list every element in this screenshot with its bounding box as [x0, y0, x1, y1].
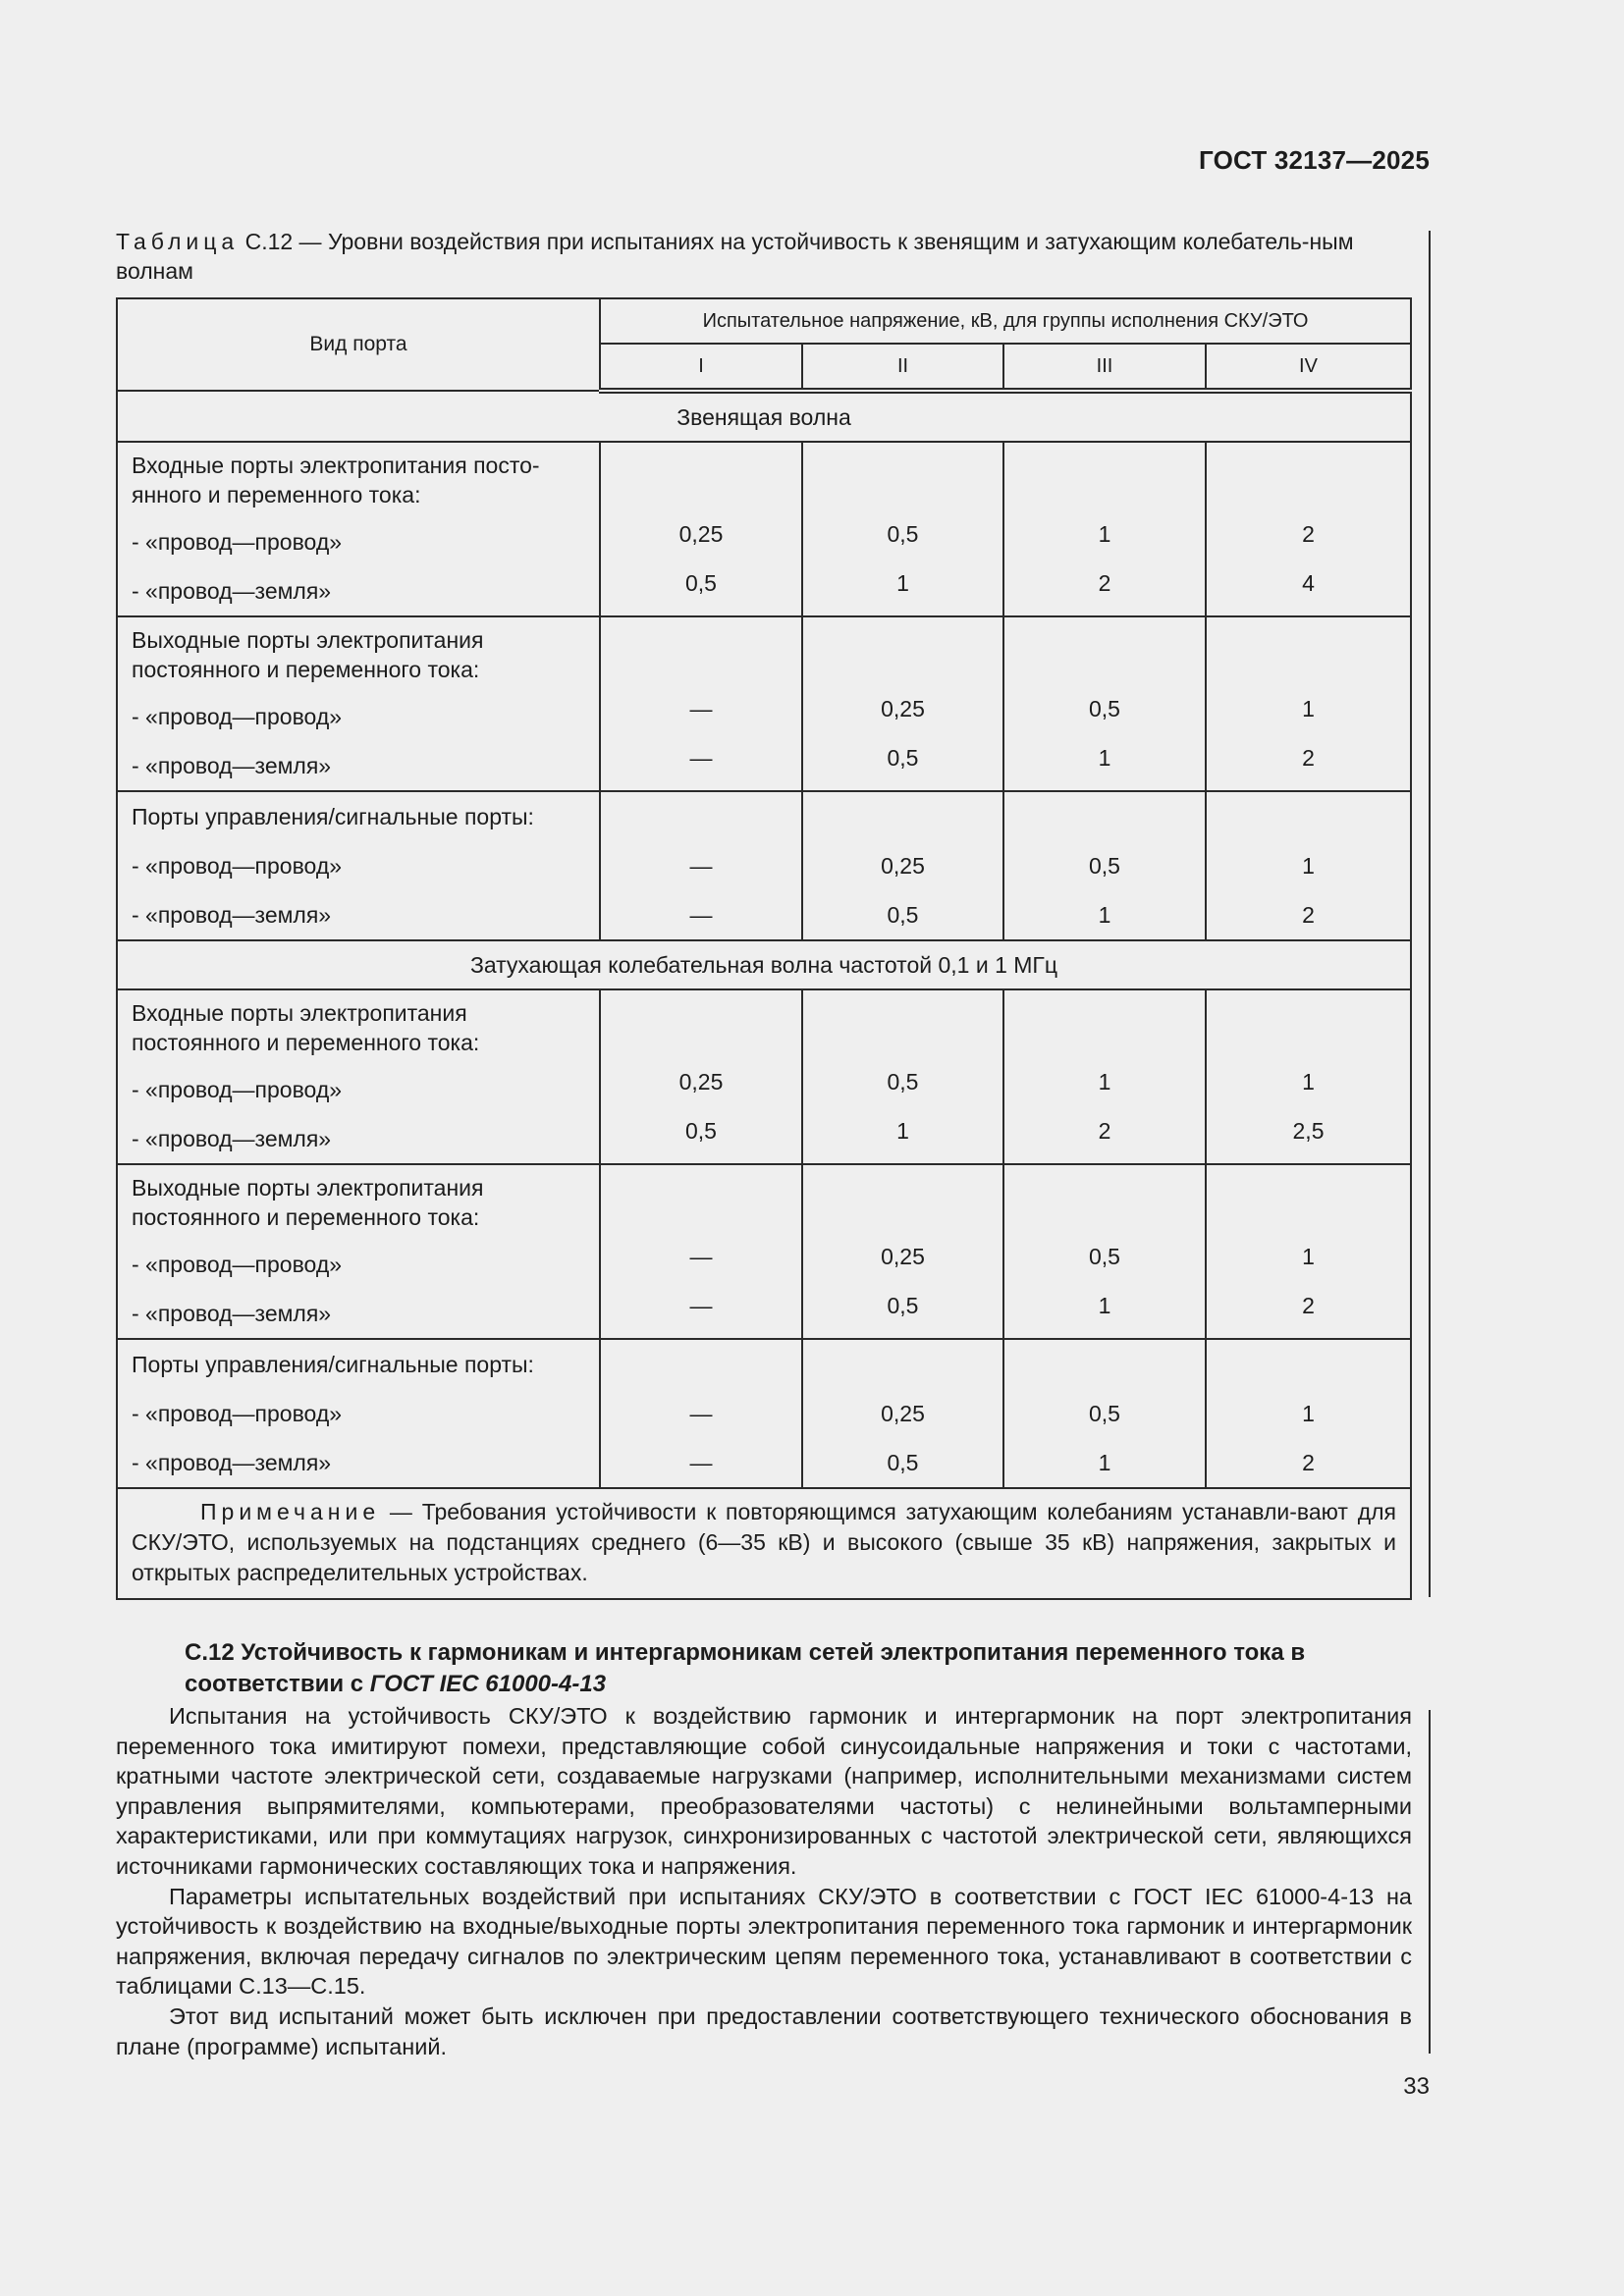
conductor-label: - «провод—провод»: [132, 1401, 343, 1426]
page-number: 33: [1403, 2073, 1430, 2100]
table-row: [117, 791, 1411, 940]
voltage-value: 1: [1098, 521, 1111, 547]
section-body: [116, 1701, 1412, 2061]
port-group-label: постоянного и переменного тока:: [132, 1204, 480, 1230]
port-group-label: янного и переменного тока:: [132, 482, 421, 507]
voltage-value: 0,5: [887, 902, 919, 928]
voltage-value: 0,25: [678, 521, 724, 547]
voltage-value: 0,25: [881, 853, 925, 879]
voltage-value: 0,5: [1089, 1401, 1120, 1426]
voltage-value: 2: [1098, 570, 1111, 596]
port-group-label: Выходные порты электропитания: [132, 1175, 484, 1201]
value-cell: [600, 791, 802, 940]
value-cell: [1206, 1339, 1411, 1488]
voltage-value: 1: [1302, 1069, 1315, 1095]
voltage-value: 0,5: [1089, 853, 1120, 879]
value-cell: [1003, 442, 1206, 616]
voltage-value: 0,5: [685, 1118, 717, 1144]
value-cell: [600, 616, 802, 791]
group-header: II: [802, 344, 1003, 391]
section-title-row: Звенящая волна: [117, 391, 1411, 442]
voltage-value: 0,5: [887, 521, 919, 547]
value-cell: [802, 989, 1003, 1164]
value-cell: [1206, 791, 1411, 940]
voltage-value: 0,5: [887, 1450, 919, 1475]
voltage-value: 2: [1302, 521, 1315, 547]
paragraph: Параметры испытательных воздействий при испытаниях СКУ/ЭТО в соответствии с ГОСТ IEC 61000-4-13 на устойчивость к воздействию на входные/выходные порты электропитания переменного тока гармоник и интергармоник напряжения, включая передачу сигналов по электрическим цепям переменного тока, устанавливают в соответствии с таблицами С.13—С.15.: [116, 1883, 1412, 2000]
note-text: — Требования устойчивости к повторяющимся затухающим колебаниям устанавли-вают для СКУ/ЭТО, используемых на подстанциях среднего (6—35 кВ) и высокого (свыше 35 кВ) напряжения, закрытых и открытых распределительных устройствах.: [132, 1499, 1397, 1585]
value-cell: [1206, 616, 1411, 791]
conductor-label: - «провод—провод»: [132, 853, 343, 879]
port-group-label: Порты управления/сигнальные порты:: [132, 804, 534, 829]
column-header-test-voltage: Испытательное напряжение, кВ, для группы исполнения СКУ/ЭТО: [600, 298, 1411, 344]
voltage-value: 1: [1098, 1069, 1111, 1095]
value-cell: [802, 616, 1003, 791]
group-header: IV: [1206, 344, 1411, 391]
port-cell: [117, 442, 600, 616]
voltage-value: 0,25: [881, 1401, 925, 1426]
voltage-value: —: [689, 1244, 713, 1269]
voltage-value: 2: [1302, 745, 1315, 771]
table-caption-lead: Таблица: [116, 229, 240, 254]
value-cell: [1206, 1164, 1411, 1339]
voltage-value: 0,5: [1089, 1244, 1120, 1269]
table-row: [117, 989, 1411, 1164]
document-code: ГОСТ 32137—2025: [1199, 145, 1430, 175]
port-group-label: Входные порты электропитания посто-: [132, 453, 540, 478]
value-cell: [802, 791, 1003, 940]
voltage-value: —: [689, 853, 713, 879]
voltage-value: 0,25: [678, 1069, 724, 1095]
section-heading-text: С.12 Устойчивость к гармоникам и интергармоникам сетей электропитания переменного тока в соответствии с: [185, 1639, 1306, 1697]
voltage-value: —: [689, 1401, 713, 1426]
value-cell: [600, 442, 802, 616]
conductor-label: - «провод—провод»: [132, 1077, 343, 1102]
conductor-label: - «провод—земля»: [132, 1301, 332, 1326]
port-cell: [117, 1164, 600, 1339]
voltage-value: 2: [1302, 1450, 1315, 1475]
value-cell: [802, 1339, 1003, 1488]
voltage-value: —: [689, 745, 713, 771]
voltage-value: —: [689, 696, 713, 721]
conductor-label: - «провод—провод»: [132, 1252, 343, 1277]
table-note: [117, 1488, 1411, 1599]
voltage-value: 1: [1302, 1401, 1315, 1426]
table-caption: [116, 227, 1412, 286]
port-group-label: постоянного и переменного тока:: [132, 1030, 480, 1055]
voltage-value: 1: [1098, 1293, 1111, 1318]
port-cell: [117, 791, 600, 940]
change-mark-bar: [1429, 231, 1431, 1597]
table-caption-text: С.12 — Уровни воздействия при испытаниях на устойчивость к звенящим и затухающим колебатель-ным волнам: [116, 229, 1354, 284]
section-title-row: Затухающая колебательная волна частотой 0,1 и 1 МГц: [117, 940, 1411, 989]
conductor-label: - «провод—земля»: [132, 1126, 332, 1151]
voltage-value: 1: [1098, 902, 1111, 928]
port-group-label: постоянного и переменного тока:: [132, 657, 480, 682]
group-header: I: [600, 344, 802, 391]
voltage-value: 0,5: [685, 570, 717, 596]
conductor-label: - «провод—земля»: [132, 902, 332, 928]
value-cell: [802, 442, 1003, 616]
voltage-value: 2: [1098, 1118, 1111, 1144]
voltage-value: 1: [1302, 853, 1315, 879]
value-cell: [1003, 791, 1206, 940]
column-header-port-type: Вид порта: [117, 298, 600, 391]
value-cell: [1003, 1164, 1206, 1339]
paragraph: Испытания на устойчивость СКУ/ЭТО к воздействию гармоник и интергармоник на порт электропитания переменного тока имитируют помехи, представляющие собой синусоидальные напряжения и токи с частотами, кратными частоте электрической сети, создаваемые нагрузками (например, исполнительными механизмами систем управления выпрямителями, компьютерами, преобразователями частоты) с нелинейными вольтамперными характеристиками, или при коммутациях нагрузок, синхронизированных с частотой электрической сети, являющихся источниками гармонических составляющих тока и напряжения.: [116, 1703, 1412, 1879]
voltage-value: 0,5: [887, 745, 919, 771]
voltage-value: 1: [1302, 1244, 1315, 1269]
table-row: [117, 616, 1411, 791]
impact-levels-table: [116, 297, 1412, 1600]
note-lead: Примечание: [200, 1499, 381, 1524]
conductor-label: - «провод—провод»: [132, 704, 343, 729]
port-group-label: Выходные порты электропитания: [132, 627, 484, 653]
group-header: III: [1003, 344, 1206, 391]
value-cell: [600, 1339, 802, 1488]
section-heading: [185, 1637, 1412, 1700]
voltage-value: 4: [1302, 570, 1315, 596]
voltage-value: 0,25: [881, 696, 925, 721]
value-cell: [802, 1164, 1003, 1339]
voltage-value: 0,5: [887, 1069, 919, 1095]
table-row: [117, 442, 1411, 616]
port-cell: [117, 616, 600, 791]
table-row: [117, 1339, 1411, 1488]
port-cell: [117, 989, 600, 1164]
value-cell: [1003, 989, 1206, 1164]
voltage-value: 1: [896, 570, 909, 596]
change-mark-bar: [1429, 1710, 1431, 2054]
value-cell: [600, 989, 802, 1164]
voltage-value: 2: [1302, 1293, 1315, 1318]
section-heading-ref: ГОСТ IEC 61000-4-13: [369, 1671, 607, 1697]
voltage-value: 1: [896, 1118, 909, 1144]
port-cell: [117, 1339, 600, 1488]
conductor-label: - «провод—провод»: [132, 529, 343, 555]
conductor-label: - «провод—земля»: [132, 753, 332, 778]
value-cell: [600, 1164, 802, 1339]
table-row: [117, 1164, 1411, 1339]
value-cell: [1206, 442, 1411, 616]
voltage-value: 1: [1098, 1450, 1111, 1475]
port-group-label: Порты управления/сигнальные порты:: [132, 1352, 534, 1377]
voltage-value: 1: [1302, 696, 1315, 721]
voltage-value: 2: [1302, 902, 1315, 928]
voltage-value: —: [689, 1450, 713, 1475]
voltage-value: 2,5: [1292, 1118, 1325, 1144]
value-cell: [1206, 989, 1411, 1164]
port-group-label: Входные порты электропитания: [132, 1000, 467, 1026]
value-cell: [1003, 1339, 1206, 1488]
value-cell: [1003, 616, 1206, 791]
voltage-value: —: [689, 902, 713, 928]
voltage-value: 0,25: [881, 1244, 925, 1269]
voltage-value: 0,5: [887, 1293, 919, 1318]
conductor-label: - «провод—земля»: [132, 578, 332, 604]
voltage-value: 0,5: [1089, 696, 1120, 721]
voltage-value: —: [689, 1293, 713, 1318]
voltage-value: 1: [1098, 745, 1111, 771]
paragraph: Этот вид испытаний может быть исключен при предоставлении соответствующего технического обоснования в плане (программе) испытаний.: [116, 2002, 1412, 2059]
conductor-label: - «провод—земля»: [132, 1450, 332, 1475]
